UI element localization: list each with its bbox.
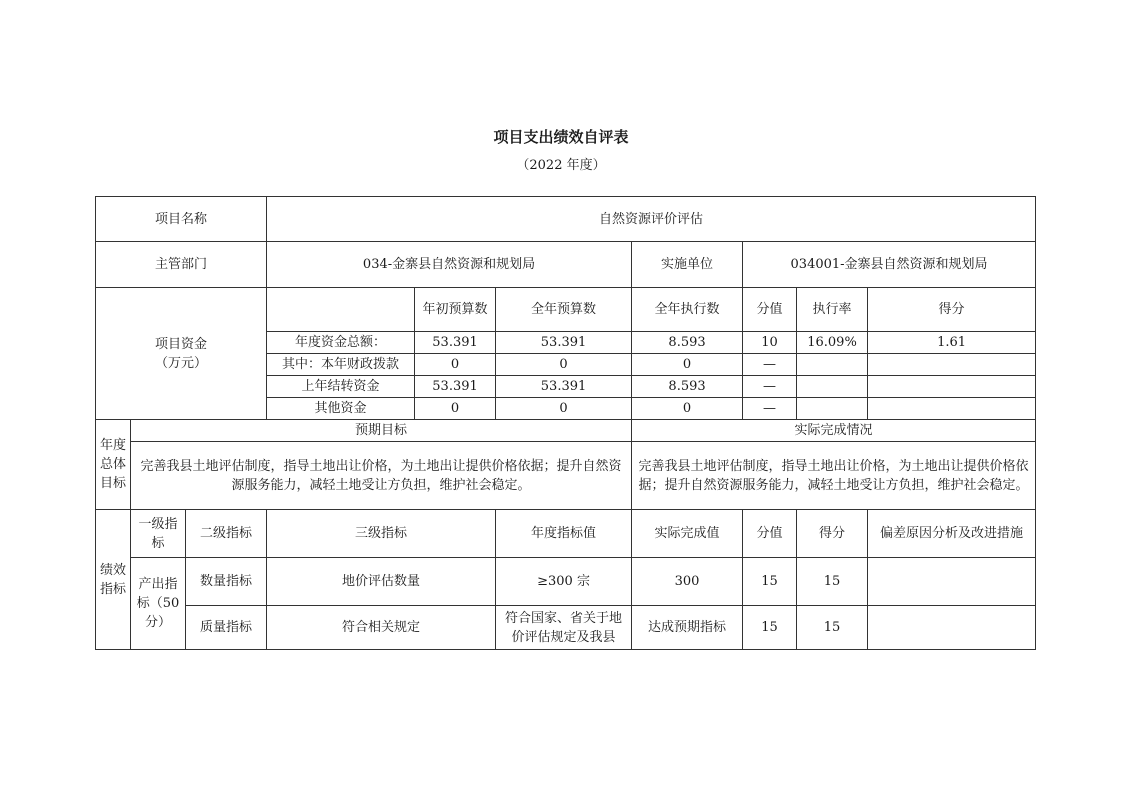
funds-cell-executed: 0 [632, 398, 743, 420]
indicator-header-actual: 实际完成值 [632, 510, 743, 558]
funds-header-score: 得分 [868, 288, 1036, 332]
funds-cell-score [868, 398, 1036, 420]
indicator-row-quality [96, 606, 1036, 650]
indicator-header-target: 年度指标值 [496, 510, 632, 558]
indicator-row-quantity [96, 558, 1036, 606]
funds-cell-rate [797, 354, 868, 376]
page-title: 项目支出绩效自评表 [493, 128, 629, 146]
indicator-header-deviation: 偏差原因分析及改进措施 [868, 510, 1036, 558]
funds-label-line2: （万元） [155, 355, 208, 371]
department-label: 主管部门 [96, 242, 267, 288]
annual-goals-side-label [96, 420, 131, 510]
funds-cell-executed: 0 [632, 354, 743, 376]
indicator-level2: 数量指标 [186, 558, 267, 606]
implementing-unit-label: 实施单位 [632, 242, 743, 288]
indicator-level3: 地价评估数量 [267, 558, 496, 606]
performance-indicators-side-text: 绩效指标 [100, 562, 127, 597]
funds-cell-annual: 53.391 [496, 376, 632, 398]
actual-completion-text: 完善我县土地评估制度，指导土地出让价格，为土地出让提供价格依据；提升自然资源服务能力，减轻土地受让方负担，维护社会稳定。 [632, 442, 1036, 510]
indicator-header-score: 得分 [797, 510, 868, 558]
performance-indicators-side-label [96, 510, 131, 650]
funds-row-label: 年度资金总额： [267, 332, 415, 354]
funds-cell-score [868, 354, 1036, 376]
funds-row-label: 上年结转资金 [267, 376, 415, 398]
indicator-header-level3: 三级指标 [267, 510, 496, 558]
department-value: 034-金寨县自然资源和规划局 [267, 242, 632, 288]
funds-header-row [96, 288, 1036, 332]
indicator-score: 15 [797, 558, 868, 606]
indicator-deviation [868, 606, 1036, 650]
funds-header-score-value: 分值 [743, 288, 797, 332]
indicator-score-value: 15 [743, 558, 797, 606]
funds-cell-score [868, 376, 1036, 398]
indicator-level3: 符合相关规定 [267, 606, 496, 650]
funds-row-label: 其他资金 [267, 398, 415, 420]
indicator-header-score-value: 分值 [743, 510, 797, 558]
funds-cell-annual: 53.391 [496, 332, 632, 354]
expected-goal-text: 完善我县土地评估制度，指导土地出让价格，为土地出让提供价格依据；提升自然资源服务能力，减轻土地受让方负担，维护社会稳定。 [131, 442, 632, 510]
funds-cell-annual: 0 [496, 398, 632, 420]
goals-content-row [96, 442, 1036, 510]
indicator-target: 符合国家、省关于地价评估规定及我县 [496, 606, 632, 650]
indicator-score-value: 15 [743, 606, 797, 650]
funds-header-annual-budget: 全年预算数 [496, 288, 632, 332]
funds-cell-score-value: 10 [743, 332, 797, 354]
indicator-target: ≥300 宗 [496, 558, 632, 606]
funds-label [96, 288, 267, 420]
indicator-header-level1: 一级指标 [131, 510, 186, 558]
funds-cell-annual: 0 [496, 354, 632, 376]
project-name-row [96, 197, 1036, 242]
indicator-level1-output: 产出指标（50分） [131, 558, 186, 650]
funds-cell-score-value: — [743, 398, 797, 420]
funds-cell-score-value: — [743, 354, 797, 376]
funds-cell-rate [797, 376, 868, 398]
indicator-level2: 质量指标 [186, 606, 267, 650]
indicator-score: 15 [797, 606, 868, 650]
indicators-header-row [96, 510, 1036, 558]
funds-cell-initial: 0 [415, 398, 496, 420]
funds-row-label: 其中：本年财政拨款 [267, 354, 415, 376]
funds-cell-rate [797, 398, 868, 420]
funds-header-rate: 执行率 [797, 288, 868, 332]
self-evaluation-table [95, 196, 1036, 650]
funds-cell-score: 1.61 [868, 332, 1036, 354]
funds-cell-rate: 16.09% [797, 332, 868, 354]
project-name-label: 项目名称 [96, 197, 267, 242]
annual-goals-side-text: 年度总体目标 [100, 438, 127, 491]
implementing-unit-value: 034001-金寨县自然资源和规划局 [743, 242, 1036, 288]
goals-header-row [96, 420, 1036, 442]
indicator-header-level2: 二级指标 [186, 510, 267, 558]
funds-header-initial-budget: 年初预算数 [415, 288, 496, 332]
actual-completion-header: 实际完成情况 [632, 420, 1036, 442]
indicator-deviation [868, 558, 1036, 606]
funds-header-blank [267, 288, 415, 332]
funds-cell-initial: 0 [415, 354, 496, 376]
funds-header-executed: 全年执行数 [632, 288, 743, 332]
funds-cell-executed: 8.593 [632, 376, 743, 398]
indicator-actual: 达成预期指标 [632, 606, 743, 650]
funds-cell-initial: 53.391 [415, 376, 496, 398]
funds-cell-score-value: — [743, 376, 797, 398]
expected-goal-header: 预期目标 [131, 420, 632, 442]
department-row [96, 242, 1036, 288]
funds-cell-executed: 8.593 [632, 332, 743, 354]
project-name-value: 自然资源评价评估 [267, 197, 1036, 242]
funds-label-line1: 项目资金 [155, 336, 208, 352]
funds-cell-initial: 53.391 [415, 332, 496, 354]
indicator-actual: 300 [632, 558, 743, 606]
page-subtitle-year: （2022 年度） [516, 158, 606, 173]
